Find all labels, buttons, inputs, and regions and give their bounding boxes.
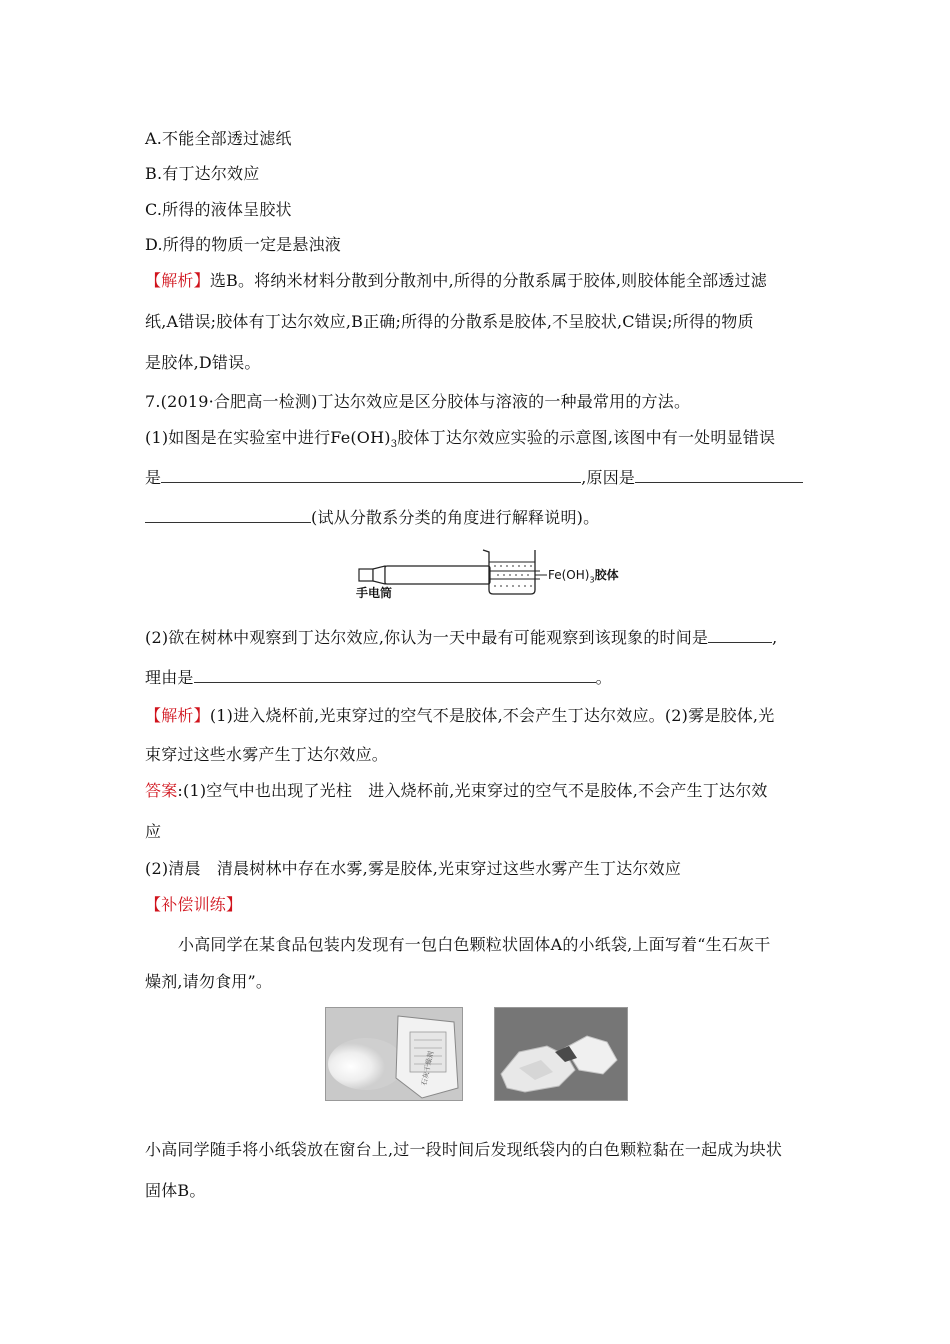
option-d: D.所得的物质一定是悬浊液 xyxy=(145,235,341,254)
answer-blank-time[interactable] xyxy=(708,626,772,643)
q7-part2-comma: , xyxy=(772,628,778,647)
analysis-tag: 【解析】 xyxy=(145,706,210,725)
q7-part2-line2 xyxy=(145,666,612,690)
answer-line-3: (2)清晨 清晨树林中存在水雾,雾是胶体,光束穿过这些水雾产生丁达尔效应 xyxy=(145,859,682,878)
colloid-label-subscript: 3 xyxy=(589,575,595,585)
q7-part1-hint: (试从分散系分类的角度进行解释说明)。 xyxy=(311,508,600,527)
subscript-3: 3 xyxy=(390,439,398,451)
analysis-text: 选B。将纳米材料分散到分散剂中,所得的分散系属于胶体,则胶体能全部透过滤 xyxy=(209,271,767,290)
answer-tag: 答案 xyxy=(145,781,178,800)
option-a: A.不能全部透过滤纸 xyxy=(145,129,292,148)
quicklime-packet-image xyxy=(326,1008,462,1100)
q7-part2-text: (2)欲在树林中观察到丁达尔效应,你认为一天中最有可能观察到该现象的时间是 xyxy=(145,628,709,647)
q7-part1-line1 xyxy=(145,426,775,457)
beaker-icon xyxy=(483,550,535,594)
q7-part2-label-reason: 理由是 xyxy=(145,668,194,687)
analysis-1-line-1 xyxy=(145,269,767,293)
q7-part2-period: 。 xyxy=(595,668,612,687)
supplement-para-3: 小高同学随手将小纸袋放在窗台上,过一段时间后发现纸袋内的白色颗粒黏在一起成为块状 xyxy=(145,1140,783,1159)
q7-part1-text-a: (1)如图是在实验室中进行Fe(OH) xyxy=(145,428,391,447)
answer-blank-why[interactable] xyxy=(194,666,596,683)
q7-stem: 7.(2019·合肥高一检测)丁达尔效应是区分胶体与溶液的一种最常用的方法。 xyxy=(145,392,691,411)
answer-line-1 xyxy=(145,779,768,803)
q7-part2-line1 xyxy=(145,626,777,650)
answer-text: :(1)空气中也出现了光柱 进入烧杯前,光束穿过的空气不是胶体,不会产生丁达尔效 xyxy=(177,781,768,800)
supplement-para-1: 小高同学在某食品包装内发现有一包白色颗粒状固体A的小纸袋,上面写着“生石灰干 xyxy=(178,935,771,954)
option-b: B.有丁达尔效应 xyxy=(145,164,260,183)
photo-lime-chunks xyxy=(494,1007,628,1101)
supplement-para-2: 燥剂,请勿食用”。 xyxy=(145,972,273,991)
q7-part1-label-reason: ,原因是 xyxy=(581,468,636,487)
analysis-2-line-1 xyxy=(145,704,774,728)
q7-part1-text-b: 胶体丁达尔效应实验的示意图,该图中有一处明显错误 xyxy=(397,428,776,447)
colloid-label-formula: Fe(OH) xyxy=(548,568,590,582)
photo-quicklime-packet xyxy=(325,1007,463,1101)
analysis-text: (1)进入烧杯前,光束穿过的空气不是胶体,不会产生丁达尔效应。(2)雾是胶体,光 xyxy=(209,706,775,725)
flashlight-icon xyxy=(359,566,490,584)
supplement-tag: 【补偿训练】 xyxy=(145,895,243,914)
option-c: C.所得的液体呈胶状 xyxy=(145,200,292,219)
lime-chunks-image xyxy=(495,1008,627,1100)
analysis-tag: 【解析】 xyxy=(145,271,210,290)
answer-line-2: 应 xyxy=(145,822,162,841)
colloid-label-word: 胶体 xyxy=(594,568,619,582)
supplement-para-4: 固体B。 xyxy=(145,1181,206,1200)
flashlight-label: 手电筒 xyxy=(356,586,393,600)
q7-part1-label-is: 是 xyxy=(145,468,162,487)
analysis-1-line-3: 是胶体,D错误。 xyxy=(145,353,261,372)
answer-blank-error[interactable] xyxy=(161,466,581,483)
answer-blank-reason-2[interactable] xyxy=(145,506,311,523)
answer-blank-reason-1[interactable] xyxy=(635,466,803,483)
q7-part1-line3 xyxy=(145,506,599,530)
analysis-1-line-2: 纸,A错误;胶体有丁达尔效应,B正确;所得的分散系是胶体,不呈胶状,C错误;所得的物质 xyxy=(145,312,754,331)
colloid-label xyxy=(548,566,619,584)
packet-text: 石灰干燥剂 xyxy=(420,1050,436,1087)
q7-part1-line2 xyxy=(145,466,803,490)
analysis-2-line-2: 束穿过这些水雾产生丁达尔效应。 xyxy=(145,745,389,764)
